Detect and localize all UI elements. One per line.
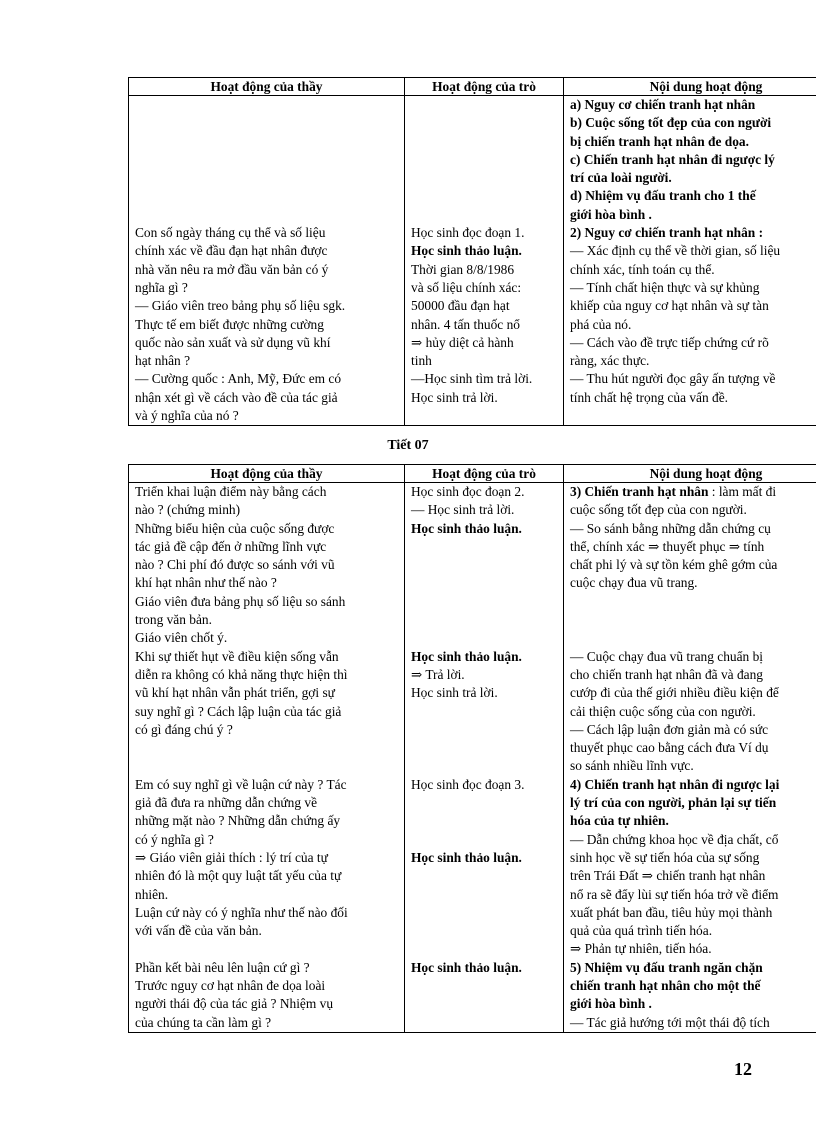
content-heading-line [570,483,816,501]
content-line: thể, chính xác ⇒ thuyết phục ⇒ tính [570,538,765,554]
header-content: Nội dung hoạt động [564,465,816,483]
student-line: Học sinh đọc đoạn 2. [411,484,525,499]
teacher-line: giả đã đưa ra những dẫn chứng về [135,795,318,811]
student-line: Học sinh trả lời. [411,389,498,405]
table-header-row [129,465,816,483]
student-cell [405,96,564,426]
content-line: — Tính chất hiện thực và sự khủng [570,279,760,295]
teacher-line: trong văn bản. [135,612,212,628]
content-line: — So sánh bằng những dẫn chứng cụ [570,520,771,536]
teacher-cell [129,483,405,1033]
outline-line: giới hòa bình . [570,206,652,222]
student-line: Học sinh thảo luận. [411,243,522,259]
content-heading: 5) Nhiệm vụ đấu tranh ngăn chặn [570,959,763,975]
teacher-line: suy nghĩ gì ? Cách lập luận của tác giả [135,703,342,719]
teacher-line: nào ? Chi phí đó được so sánh với vũ [135,557,335,573]
teacher-cell [129,96,405,426]
outline-line: trí của loài người. [570,170,672,186]
teacher-line: tác giả đề cập đến ở những lĩnh vực [135,538,327,554]
content-line: chính xác, tính toán cụ thể. [570,261,715,277]
content-line: — Cuộc chạy đua vũ trang chuẩn bị [570,648,763,664]
content-heading: 2) Nguy cơ chiến tranh hạt nhân : [570,225,764,241]
teacher-line: nghĩa gì ? [135,279,188,295]
content-line: cho chiến tranh hạt nhân đã và đang [570,666,763,682]
lesson-table-2 [128,464,816,1033]
student-line: Học sinh đọc đoạn 3. [411,776,525,792]
teacher-line: Giáo viên đưa bảng phụ số liệu so sánh [135,593,346,609]
teacher-line: Trước nguy cơ hạt nhân đe dọa loài [135,978,326,994]
content-line: thuyết phục cao bằng cách đưa Ví dụ [570,740,769,756]
student-line: Học sinh thảo luận. [411,648,522,664]
student-line: — Học sinh trả lời. [411,502,515,518]
table-row [129,96,816,426]
student-line: Học sinh thảo luận. [411,849,522,865]
teacher-line: — Cường quốc : Anh, Mỹ, Đức em có [135,371,342,387]
teacher-line: nhà văn nêu ra mở đầu văn bản có ý [135,261,329,277]
content-line: phá của nó. [570,316,632,332]
teacher-line: Phần kết bài nêu lên luận cứ gì ? [135,959,310,975]
table-row [129,483,816,1033]
teacher-line: nhiên đó là một quy luật tất yếu của tự [135,868,342,884]
student-line: và số liệu chính xác: [411,279,522,295]
content-line: sinh học về sự tiến hóa của sự sống [570,849,760,865]
content-line: nổ ra sẽ đẩy lùi sự tiến hóa trở về điểm [570,886,779,902]
content-line: trên Trái Đất ⇒ chiến tranh hạt nhân [570,868,766,884]
teacher-line: hạt nhân ? [135,353,191,369]
page-number: 12 [734,1059,752,1079]
content-line: — Dẫn chứng khoa học về địa chất, cổ [570,831,779,847]
teacher-line: khí hạt nhân như thế nào ? [135,575,277,591]
outline-line: bị chiến tranh hạt nhân đe dọa. [570,133,749,149]
content-heading: giới hòa bình . [570,996,652,1012]
content-line: — Thu hút người đọc gây ấn tượng về [570,371,776,387]
teacher-line: Giáo viên chốt ý. [135,630,228,646]
teacher-line: Em có suy nghĩ gì về luận cứ này ? Tác [135,776,347,792]
teacher-line: nào ? (chứng minh) [135,502,241,518]
teacher-line: có ý nghĩa gì ? [135,831,214,847]
teacher-line: ⇒ Giáo viên giải thích : lý trí của tự [135,849,328,865]
header-student: Hoạt động của trò [405,78,564,96]
content-line: — Cách lập luận đơn giản mà có sức [570,721,769,737]
content-line: cải thiện cuộc sống của con người. [570,703,756,719]
header-content: Nội dung hoạt động [564,78,816,96]
content-cell [564,483,816,1033]
teacher-line: chính xác về đầu đạn hạt nhân được [135,243,328,259]
content-heading-rest: : làm mất đi [708,484,777,499]
teacher-line: Những biểu hiện của cuộc sống được [135,520,335,536]
content-line: so sánh nhiều lĩnh vực. [570,758,694,774]
student-line: ⇒ hủy diệt cả hành [411,334,514,350]
lesson-table-1 [128,77,816,426]
teacher-line: — Giáo viên treo bảng phụ số liệu sgk. [135,298,346,314]
teacher-line: và ý nghĩa của nó ? [135,408,239,424]
content-heading: chiến tranh hạt nhân cho một thế [570,978,761,994]
teacher-line: Con số ngày tháng cụ thể và số liệu [135,225,326,241]
content-cell [564,96,816,426]
outline-line: a) Nguy cơ chiến tranh hạt nhân [570,97,756,112]
teacher-line: Thực tế em biết được những cường [135,316,324,332]
content-line: chất phi lý và sự tồn kém ghê gớm của [570,557,778,573]
content-line: cuộc sống tốt đẹp của con người. [570,502,747,518]
student-line: Học sinh đọc đoạn 1. [411,225,525,241]
teacher-line: những mặt nào ? Những dẫn chứng ấy [135,813,341,829]
teacher-line: nhận xét gì về cách vào đề của tác giả [135,389,338,405]
content-line: tính chất hệ trọng của vấn đề. [570,389,729,405]
teacher-line: của chúng ta cần làm gì ? [135,1014,272,1030]
content-line: — Xác định cụ thể về thời gian, số liệu [570,243,781,259]
teacher-line: có gì đáng chú ý ? [135,721,233,737]
outline-line: c) Chiến tranh hạt nhân đi ngược lý [570,151,775,167]
content-line: cuộc chạy đua vũ trang. [570,575,698,591]
content-line: — Tác giả hướng tới một thái độ tích [570,1014,770,1030]
header-student: Hoạt động của trò [405,465,564,483]
content-line: ⇒ Phản tự nhiên, tiến hóa. [570,941,712,957]
content-line: ràng, xác thực. [570,353,650,369]
outline-line: d) Nhiệm vụ đấu tranh cho 1 thế [570,188,756,204]
teacher-line: Triển khai luận điểm này bằng cách [135,484,327,499]
student-line: nhân. 4 tấn thuốc nổ [411,316,520,332]
student-line: Học sinh trả lời. [411,685,498,701]
student-line: —Học sinh tìm trả lời. [411,371,533,387]
content-line: quả của quá trình tiến hóa. [570,923,713,939]
outline-line: b) Cuộc sống tốt đẹp của con người [570,115,772,131]
student-line: Thời gian 8/8/1986 [411,261,515,277]
teacher-line: nhiên. [135,886,169,902]
teacher-line: Khi sự thiết hụt về điều kiện sống vẫn [135,648,339,664]
content-heading: hóa của tự nhiên. [570,813,669,829]
teacher-line: vũ khí hạt nhân vẫn phát triển, gợi sự [135,685,335,701]
teacher-line: người thái độ của tác giả ? Nhiệm vụ [135,996,334,1012]
teacher-line: diễn ra không có khả năng thực hiện thì [135,666,348,682]
table-header-row [129,78,816,96]
content-line: khiếp của nguy cơ hạt nhân và sự tàn [570,298,769,314]
header-teacher: Hoạt động của thầy [129,465,405,483]
content-line: cướp đi của thế giới nhiều điều kiện để [570,685,779,701]
teacher-line: Luận cứ này có ý nghĩa như thế nào đối [135,904,348,920]
content-heading: 4) Chiến tranh hạt nhân đi ngược lại [570,776,780,792]
teacher-line: với vấn đề của văn bản. [135,923,262,939]
student-line: tinh [411,353,432,369]
content-heading: lý trí của con người, phản lại sự tiến [570,795,777,811]
student-cell [405,483,564,1033]
header-teacher: Hoạt động của thầy [129,78,405,96]
content-heading: 3) Chiến tranh hạt nhân [570,484,709,499]
student-line: 50000 đầu đạn hạt [411,298,510,314]
student-line: Học sinh thảo luận. [411,959,522,975]
content-line: — Cách vào đề trực tiếp chứng cứ rõ [570,334,769,350]
section-title: Tiết 07 [387,438,429,453]
student-line: ⇒ Trả lời. [411,666,465,682]
content-line: xuất phát ban đầu, tiêu hủy mọi thành [570,904,773,920]
teacher-line: quốc nào sản xuất và sử dụng vũ khí [135,334,331,350]
student-line: Học sinh thảo luận. [411,520,522,536]
